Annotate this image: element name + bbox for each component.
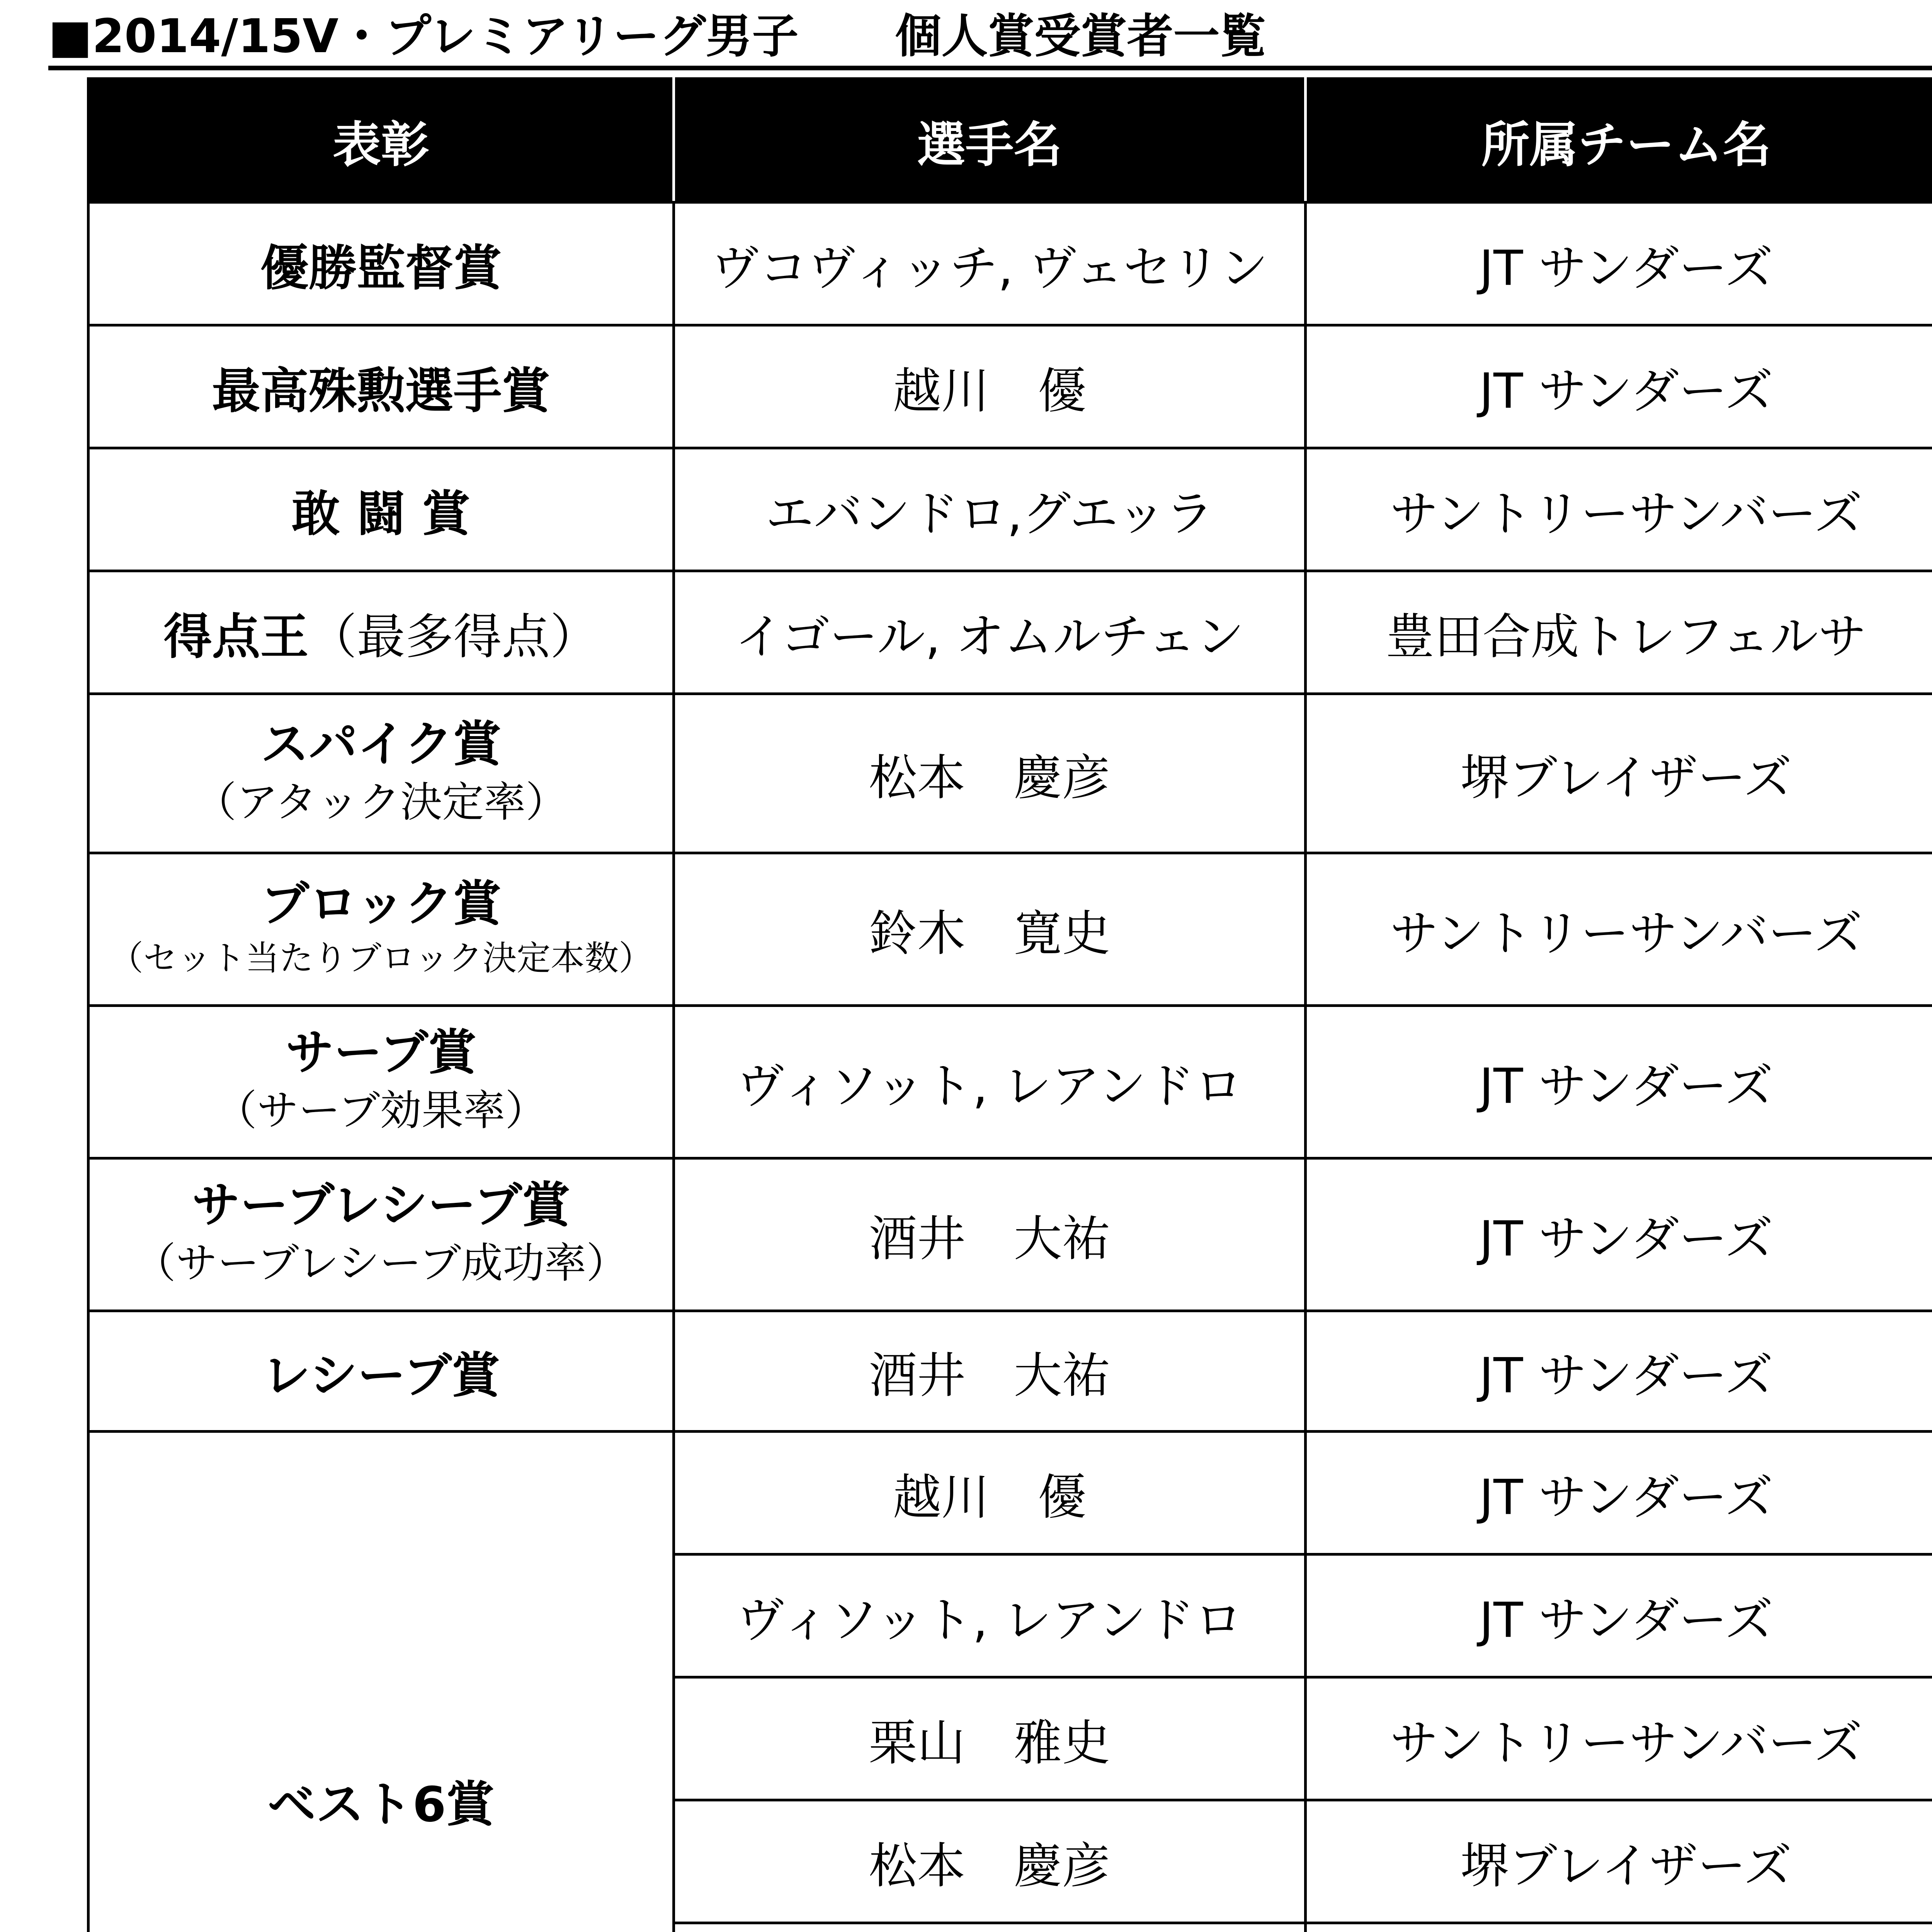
- award-name: 最高殊勲選手賞: [88, 325, 674, 448]
- team-name: 豊田合成トレフェルサ: [1306, 571, 1932, 694]
- award-sub: （サーブ効果率）: [215, 1087, 547, 1135]
- player-name: 栗山 雅史: [674, 1677, 1306, 1800]
- team-name: JT サンダーズ: [1306, 1158, 1932, 1311]
- table-row: [88, 202, 1932, 325]
- award-name: [88, 1158, 674, 1311]
- table-row: [88, 1311, 1932, 1432]
- header-award: 表彰: [88, 79, 674, 202]
- player-name: 越川 優: [674, 1432, 1306, 1554]
- player-name: ヴィソット, レアンドロ: [674, 1554, 1306, 1677]
- team-name: JT サンダーズ: [1306, 1006, 1932, 1158]
- player-name: 酒井 大祐: [674, 1311, 1306, 1432]
- award-sub: （セット当たりブロック決定本数）: [109, 938, 653, 978]
- player-name: ヴコヴィッチ, ヴェセリン: [674, 202, 1306, 325]
- header-player: 選手名: [674, 79, 1306, 202]
- table-row: [88, 1158, 1932, 1311]
- award-main: 得点王: [163, 609, 309, 665]
- team-name: JT サンダーズ: [1306, 325, 1932, 448]
- team-name: サントリーサンバーズ: [1306, 853, 1932, 1006]
- awards-table: [87, 77, 1932, 1932]
- table-row: [88, 448, 1932, 571]
- player-name: イゴール, オムルチェン: [674, 571, 1306, 694]
- page-title: [48, 8, 1932, 70]
- award-name: [88, 853, 674, 1006]
- team-name: 堺ブレイザーズ: [1306, 1800, 1932, 1923]
- award-sub: （サーブレシーブ成功率）: [134, 1239, 628, 1287]
- team-name: サントリーサンバーズ: [1306, 1677, 1932, 1800]
- award-name-best6: ベスト6賞: [88, 1432, 674, 1932]
- player-name: 酒井 大祐: [674, 1158, 1306, 1311]
- table-row: [88, 694, 1932, 853]
- award-name: 敢 闘 賞: [88, 448, 674, 571]
- award-name: 優勝監督賞: [88, 202, 674, 325]
- player-name: 松本 慶彦: [674, 1800, 1306, 1923]
- table-row: [88, 1432, 1932, 1554]
- player-name: ヴィソット, レアンドロ: [674, 1006, 1306, 1158]
- team-name: 堺ブレイザーズ: [1306, 694, 1932, 853]
- player-name: 越川 優: [674, 325, 1306, 448]
- player-name: 鈴木 寛史: [674, 853, 1306, 1006]
- player-name: 松本 慶彦: [674, 694, 1306, 853]
- award-main: スパイク賞: [260, 716, 502, 772]
- award-main: サーブ賞: [286, 1025, 476, 1081]
- award-sub: （最多得点）: [308, 609, 599, 665]
- title-main: ■2014/15V・プレミアリーグ男子: [48, 10, 799, 63]
- table-row: [88, 571, 1932, 694]
- team-name: JT サンダーズ: [1306, 1311, 1932, 1432]
- table-row: [88, 325, 1932, 448]
- team-name: JT サンダーズ: [1306, 1554, 1932, 1677]
- award-name: [88, 571, 674, 694]
- header-team: 所属チーム名: [1306, 79, 1932, 202]
- table-row: [88, 1006, 1932, 1158]
- team-name: JT サンダーズ: [1306, 202, 1932, 325]
- award-main: サーブレシーブ賞: [192, 1177, 570, 1233]
- award-main: ブロック賞: [260, 876, 502, 932]
- award-name: レシーブ賞: [88, 1311, 674, 1432]
- title-sub: 個人賞受賞者一覧: [895, 10, 1266, 63]
- team-name: [1306, 1923, 1932, 1932]
- player-name: エバンドロ,グエッラ: [674, 448, 1306, 571]
- award-name: [88, 1006, 674, 1158]
- awards-header-row: [88, 79, 1932, 202]
- table-row: [88, 853, 1932, 1006]
- team-name: JT サンダーズ: [1306, 1432, 1932, 1554]
- team-name: サントリーサンバーズ: [1306, 448, 1932, 571]
- player-name: [674, 1923, 1306, 1932]
- award-name: [88, 694, 674, 853]
- award-sub: （アタック決定率）: [194, 778, 568, 827]
